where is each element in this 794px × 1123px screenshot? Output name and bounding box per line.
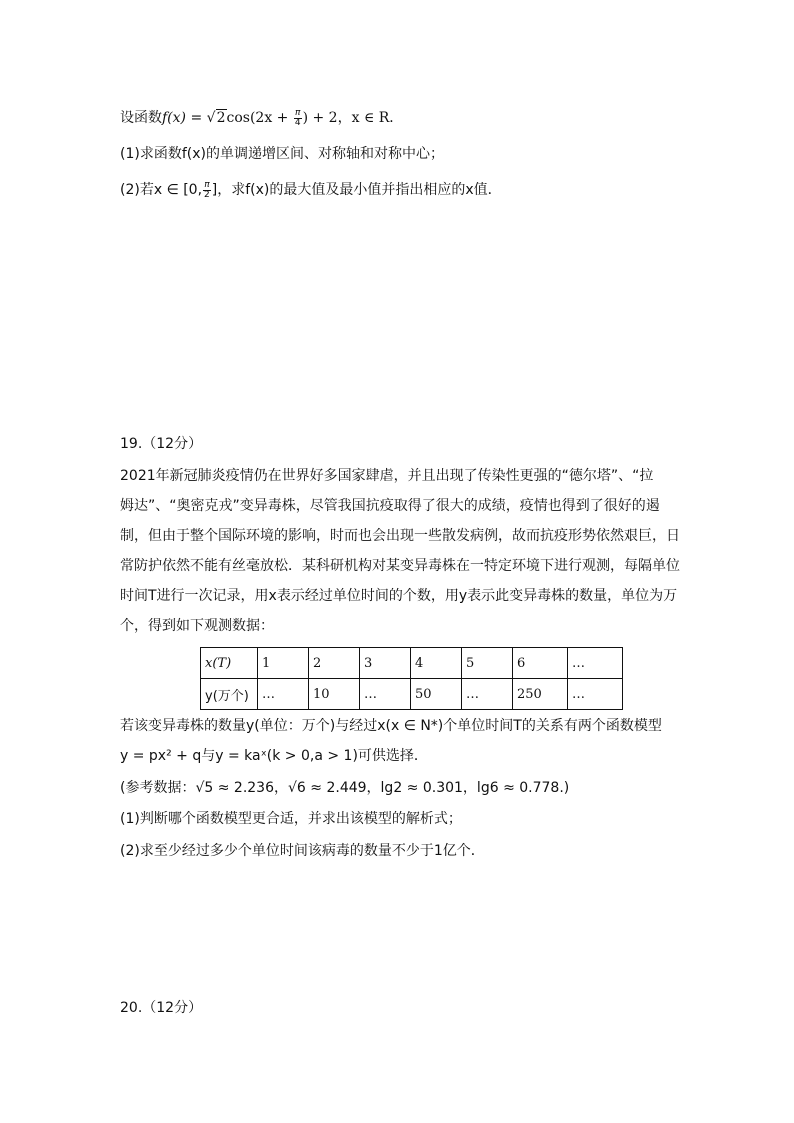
table-cell: 10 — [309, 679, 360, 710]
q18-part2-two: 2 — [204, 189, 210, 200]
q18-pi-over-4 — [294, 109, 302, 128]
q19-para-line: 姆达”、“奥密克戎”变异毒株，尽管我国抗疫取得了很大的成绩，疫情也得到了很好的遏 — [120, 498, 660, 514]
q19-paragraph — [120, 461, 680, 641]
table-row-x — [201, 648, 623, 679]
q19-para-line: 制，但由于整个国际环境的影响，时而也会出现一些散发病例，故而抗疫形势依然艰巨，日 — [120, 528, 680, 544]
q19-after-table-2: y = px² + q与y = kaˣ(k > 0,a > 1)可供选择． — [120, 748, 428, 764]
q18-stem-cos: cos(2x + — [226, 110, 293, 126]
table-cell: … — [568, 679, 623, 710]
table-cell: y(万个) — [201, 679, 258, 710]
table-row-y — [201, 679, 623, 710]
q19-part1: (1)判断哪个函数模型更合适，并求出该模型的解析式； — [120, 811, 462, 827]
q18-sqrt-symbol: √ — [206, 110, 216, 126]
table-cell: … — [360, 679, 411, 710]
q18-stem-eq: = — [186, 110, 207, 126]
q18-pi-over-2 — [203, 181, 211, 200]
table-cell: 250 — [513, 679, 568, 710]
q18-stem-prefix: 设函数 — [120, 110, 162, 126]
table-cell: 3 — [360, 648, 411, 679]
q18-part2-pi: π — [204, 179, 210, 190]
q18-sqrt2: 2 — [216, 110, 226, 126]
q20-header: 20.（12分） — [120, 1000, 203, 1016]
observation-table — [200, 647, 623, 710]
q18-pi: π — [295, 107, 301, 118]
table-cell: x(T) — [201, 648, 258, 679]
q18-stem-tail: ) + 2，x ∈ R． — [302, 110, 404, 126]
q18-stem — [120, 108, 403, 128]
table-cell: 4 — [411, 648, 462, 679]
q19-reference: (参考数据：√5 ≈ 2.236，√6 ≈ 2.449，lg2 ≈ 0.301，lg6 ≈ 0.778.) — [120, 780, 570, 796]
table-cell: 6 — [513, 648, 568, 679]
q19-para-line: 2021年新冠肺炎疫情仍在世界好多国家肆虐，并且出现了传染性更强的“德尔塔”、“拉 — [120, 468, 654, 484]
q18-four: 4 — [294, 117, 301, 128]
q19-part2: (2)求至少经过多少个单位时间该病毒的数量不少于1亿个． — [120, 843, 485, 859]
table-cell: 1 — [258, 648, 309, 679]
q19-header: 19.（12分） — [120, 436, 203, 452]
q18-part1: (1)求函数f(x)的单调递增区间、对称轴和对称中心； — [120, 146, 444, 162]
q18-part2-prefix: (2)若x ∈ [0, — [120, 182, 203, 198]
q18-stem-fx: f(x) — [162, 110, 187, 126]
q18-part2 — [120, 180, 502, 200]
table-cell: … — [568, 648, 623, 679]
table-cell: … — [258, 679, 309, 710]
q19-para-line: 个，得到如下观测数据： — [120, 618, 274, 634]
table-cell: 2 — [309, 648, 360, 679]
table-cell: … — [462, 679, 513, 710]
q19-para-line: 时间T进行一次记录，用x表示经过单位时间的个数，用y表示此变异毒株的数量，单位为万 — [120, 588, 678, 604]
table-cell: 50 — [411, 679, 462, 710]
table-cell: 5 — [462, 648, 513, 679]
q19-after-table-1: 若该变异毒株的数量y(单位：万个)与经过x(x ∈ N*)个单位时间T的关系有两个函数模型 — [120, 718, 662, 734]
q18-part2-tail: ]，求f(x)的最大值及最小值并指出相应的x值． — [211, 182, 502, 198]
q19-para-line: 常防护依然不能有丝毫放松．某科研机构对某变异毒株在一特定环境下进行观测，每隔单位 — [120, 558, 680, 574]
